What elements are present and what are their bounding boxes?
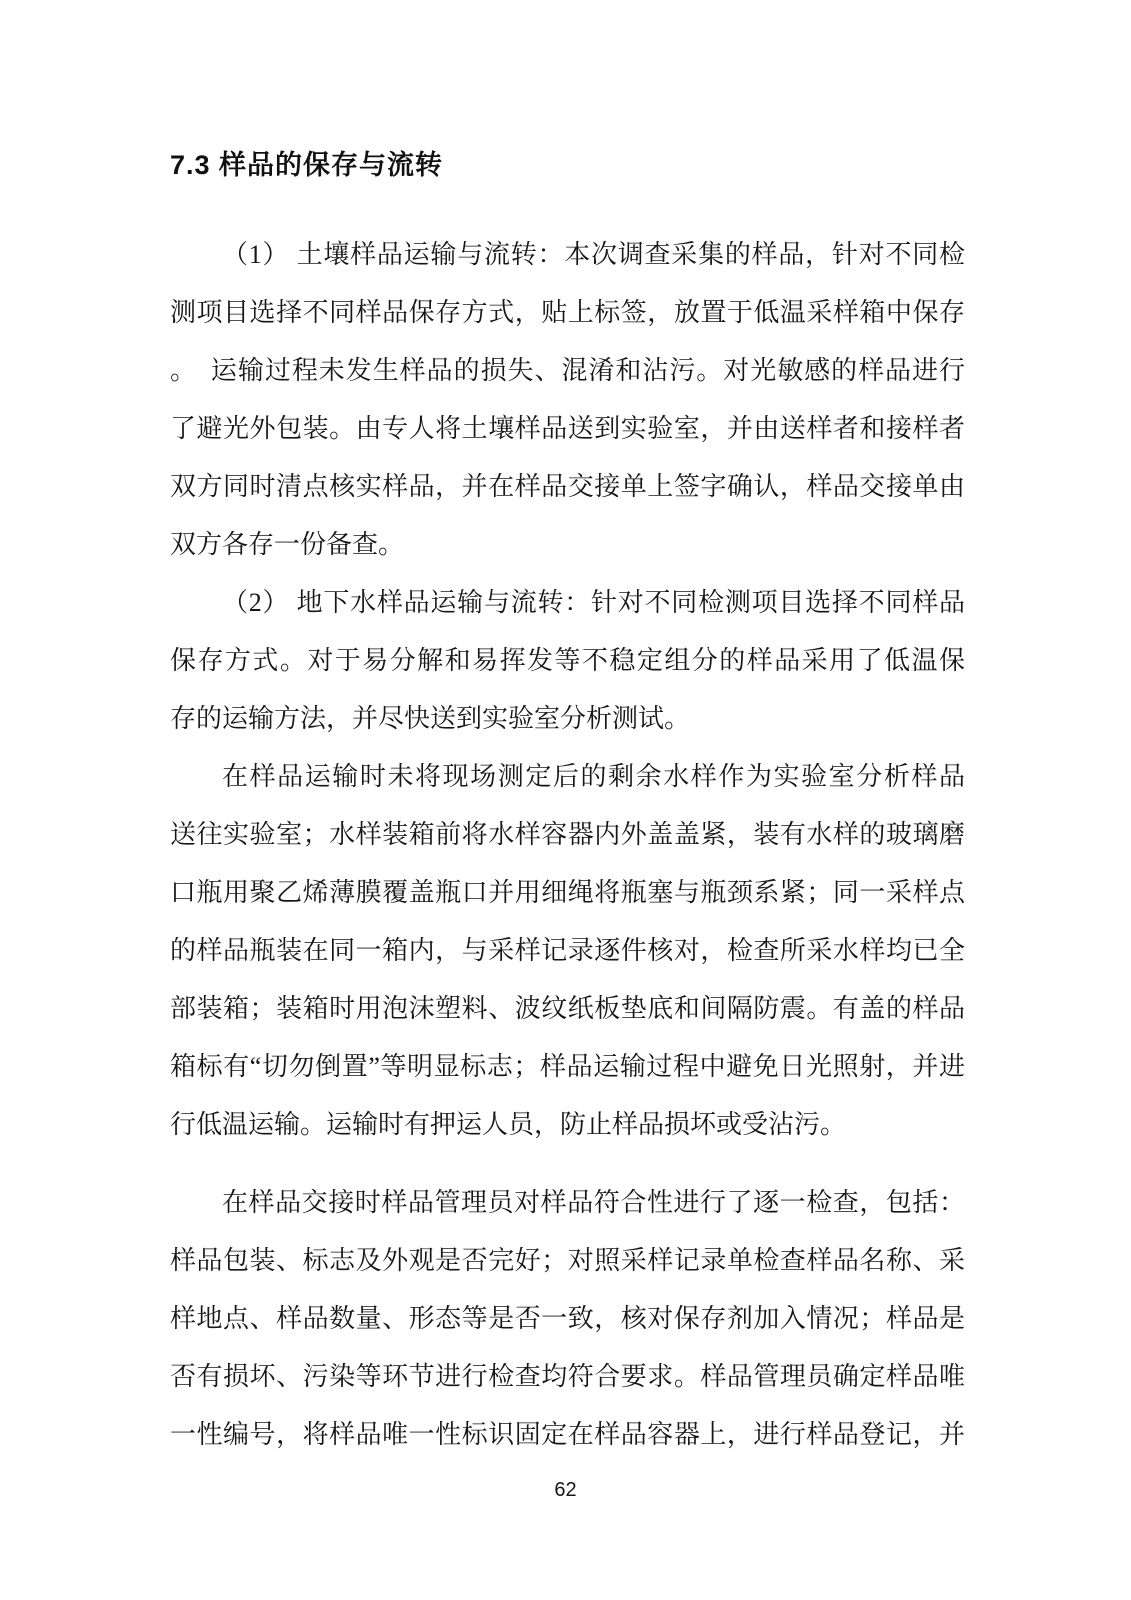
text-line: 送往实验室；水样装箱前将水样容器内外盖盖紧，装有水样的玻璃磨 bbox=[170, 820, 965, 849]
text-line: 。 运输过程未发生样品的损失、混淆和沾污。对光敏感的样品进行 bbox=[170, 356, 965, 385]
text-line: 箱标有“切勿倒置”等明显标志；样品运输过程中避免日光照射，并进 bbox=[170, 1052, 965, 1081]
paragraph bbox=[170, 748, 965, 1154]
text-line: 了避光外包装。由专人将土壤样品送到实验室，并由送样者和接样者 bbox=[170, 414, 965, 443]
text-line: 存的运输方法，并尽快送到实验室分析测试。 bbox=[170, 704, 691, 733]
text-line: 测项目选择不同样品保存方式，贴上标签，放置于低温采样箱中保存 bbox=[170, 298, 965, 327]
text-line: 行低温运输。运输时有押运人员，防止样品损坏或受沾污。 bbox=[170, 1110, 847, 1139]
text-line: 保存方式。对于易分解和易挥发等不稳定组分的样品采用了低温保 bbox=[170, 646, 965, 675]
text-line: 双方各存一份备查。 bbox=[170, 530, 405, 559]
document-content bbox=[170, 148, 965, 1464]
paragraph bbox=[170, 574, 965, 748]
paragraph bbox=[170, 1174, 965, 1464]
text-line: 双方同时清点核实样品，并在样品交接单上签字确认，样品交接单由 bbox=[170, 472, 965, 501]
text-line: 部装箱；装箱时用泡沫塑料、波纹纸板垫底和间隔防震。有盖的样品 bbox=[170, 994, 965, 1023]
text-line: 口瓶用聚乙烯薄膜覆盖瓶口并用细绳将瓶塞与瓶颈系紧；同一采样点 bbox=[170, 878, 965, 907]
document-body bbox=[170, 226, 965, 1464]
text-line: 一性编号，将样品唯一性标识固定在样品容器上，进行样品登记，并 bbox=[170, 1420, 965, 1449]
text-line: （2） 地下水样品运输与流转：针对不同检测项目选择不同样品 bbox=[222, 588, 965, 617]
text-line: 样地点、样品数量、形态等是否一致，核对保存剂加入情况；样品是 bbox=[170, 1304, 965, 1333]
page-number: 62 bbox=[554, 1479, 577, 1501]
text-line: 否有损坏、污染等环节进行检查均符合要求。样品管理员确定样品唯 bbox=[170, 1362, 965, 1391]
text-line: （1） 土壤样品运输与流转：本次调查采集的样品，针对不同检 bbox=[222, 240, 965, 269]
text-line: 样品包装、标志及外观是否完好；对照采样记录单检查样品名称、采 bbox=[170, 1246, 965, 1275]
text-line: 在样品交接时样品管理员对样品符合性进行了逐一检查，包括： bbox=[222, 1188, 965, 1217]
paragraph bbox=[170, 226, 965, 574]
text-line: 的样品瓶装在同一箱内，与采样记录逐件核对，检查所采水样均已全 bbox=[170, 936, 965, 965]
section-heading: 7.3 样品的保存与流转 bbox=[170, 150, 444, 180]
text-line: 在样品运输时未将现场测定后的剩余水样作为实验室分析样品 bbox=[222, 762, 965, 791]
